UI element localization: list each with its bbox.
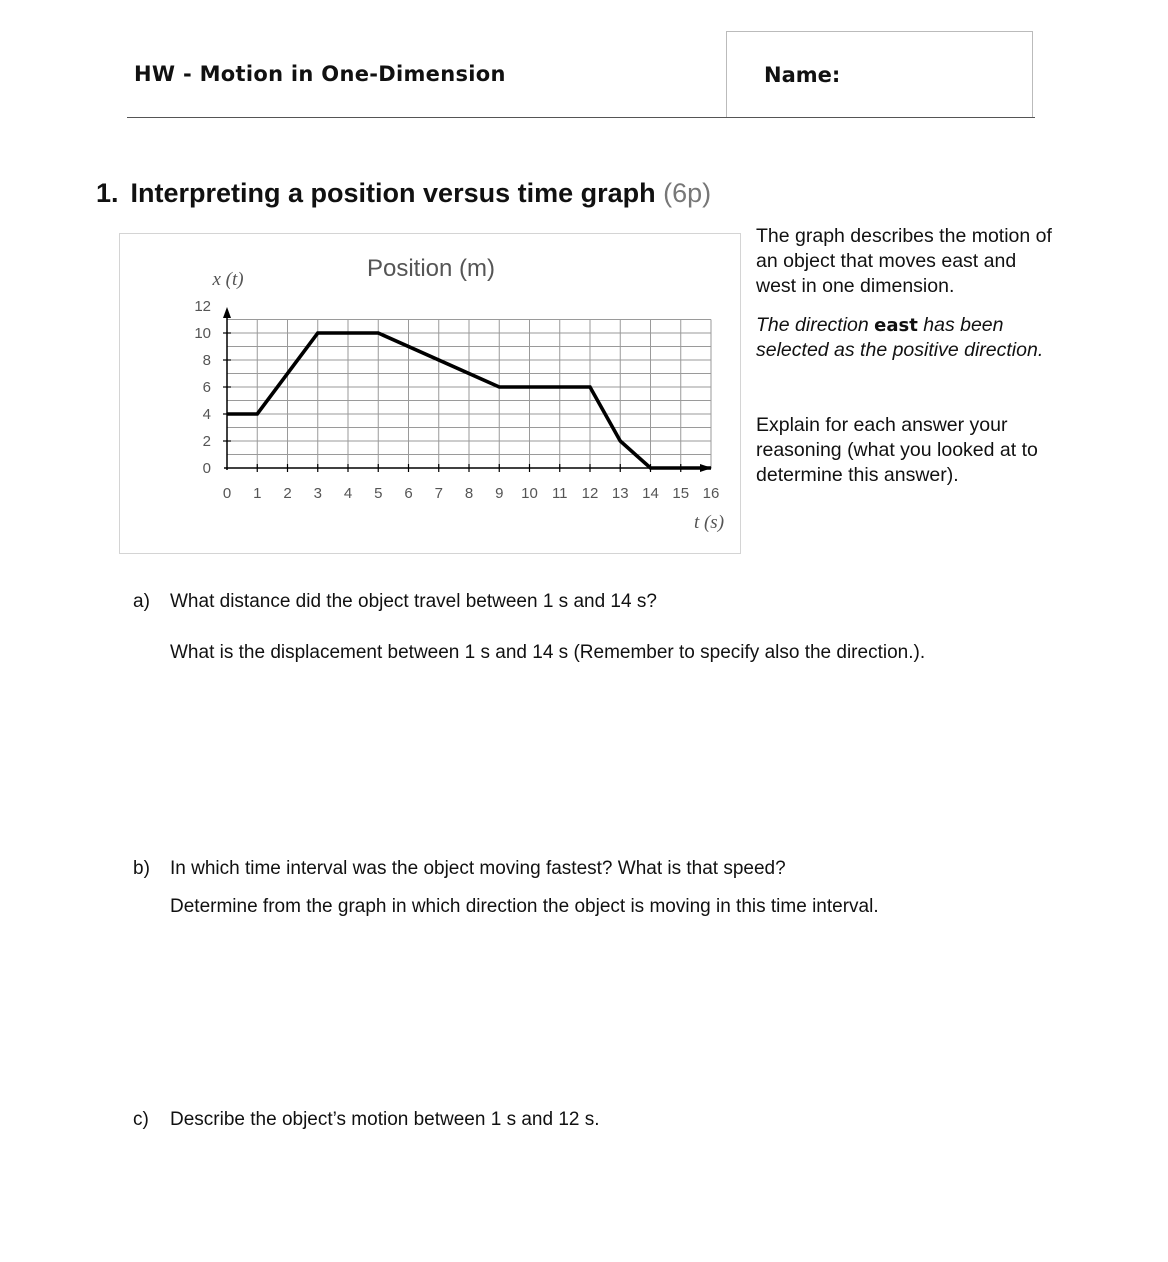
x-tick-label: 5 [374,485,383,502]
x-tick-label: 16 [702,485,720,502]
y-tick-label: 10 [194,325,211,342]
chart-canvas [120,234,740,553]
chart-grid [227,320,711,469]
x-tick-label: 2 [283,485,292,502]
chart-x-axis-label: t (s) [693,512,725,533]
section-number: 1. [96,178,119,208]
question-a-label: a) [133,591,150,612]
question-c-text: Describe the object’s motion between 1 s and 12 s. [170,1109,600,1130]
question-a-text: What distance did the object travel between 1 s and 14 s? [170,591,657,612]
x-tick-label: 3 [313,485,322,502]
x-tick-label: 8 [464,485,474,502]
section-heading [96,178,711,209]
reasoning-instruction: Explain for each answer your reasoning (what you looked at to determine this answer). [756,414,1038,486]
graph-description: The graph describes the motion of an object that moves east and west in one dimension. [756,225,1052,297]
direction-note-east: east [874,315,918,336]
chart-y-axis-label: x (t) [212,269,244,290]
position-time-chart [119,233,741,554]
worksheet-title: HW - Motion in One-Dimension [134,62,506,86]
x-tick-label: 6 [404,485,413,502]
y-tick-label: 4 [202,406,211,423]
y-tick-label: 12 [194,298,211,315]
x-tick-label: 9 [495,485,504,502]
header-divider [127,117,1035,118]
x-tick-label: 1 [253,485,262,502]
y-tick-label: 2 [202,433,211,450]
direction-note-end: has been selected as the positive direction. [756,314,1044,361]
chart-axes [223,307,712,472]
name-box [726,31,1033,117]
x-tick-label: 12 [581,485,599,502]
x-tick-label: 7 [434,485,443,502]
name-label: Name: [764,63,841,87]
x-tick-label: 0 [222,485,232,502]
question-b-label: b) [133,858,150,879]
chart-title: Position (m) [366,255,496,282]
direction-note [756,313,1056,363]
y-tick-label: 8 [202,352,211,369]
question-c-label: c) [133,1109,149,1130]
section-points: (6p) [663,178,712,208]
x-tick-label: 10 [521,485,538,502]
section-title: Interpreting a position versus time graph [130,178,656,208]
x-tick-label: 11 [551,485,568,502]
question-b-followup: Determine from the graph in which direction the object is moving in this time interval. [170,896,879,917]
x-tick-label: 14 [642,485,659,502]
x-tick-label: 13 [611,485,629,502]
y-axis-arrow [223,307,231,318]
x-tick-label: 4 [343,485,353,502]
direction-note-start: The direction [756,314,875,336]
y-tick-label: 6 [202,379,211,396]
y-tick-label: 0 [202,460,211,477]
x-tick-label: 15 [672,485,690,502]
question-b-text: In which time interval was the object moving fastest? What is that speed? [170,858,786,879]
question-a-followup: What is the displacement between 1 s and 14 s (Remember to specify also the direction.). [170,642,926,663]
